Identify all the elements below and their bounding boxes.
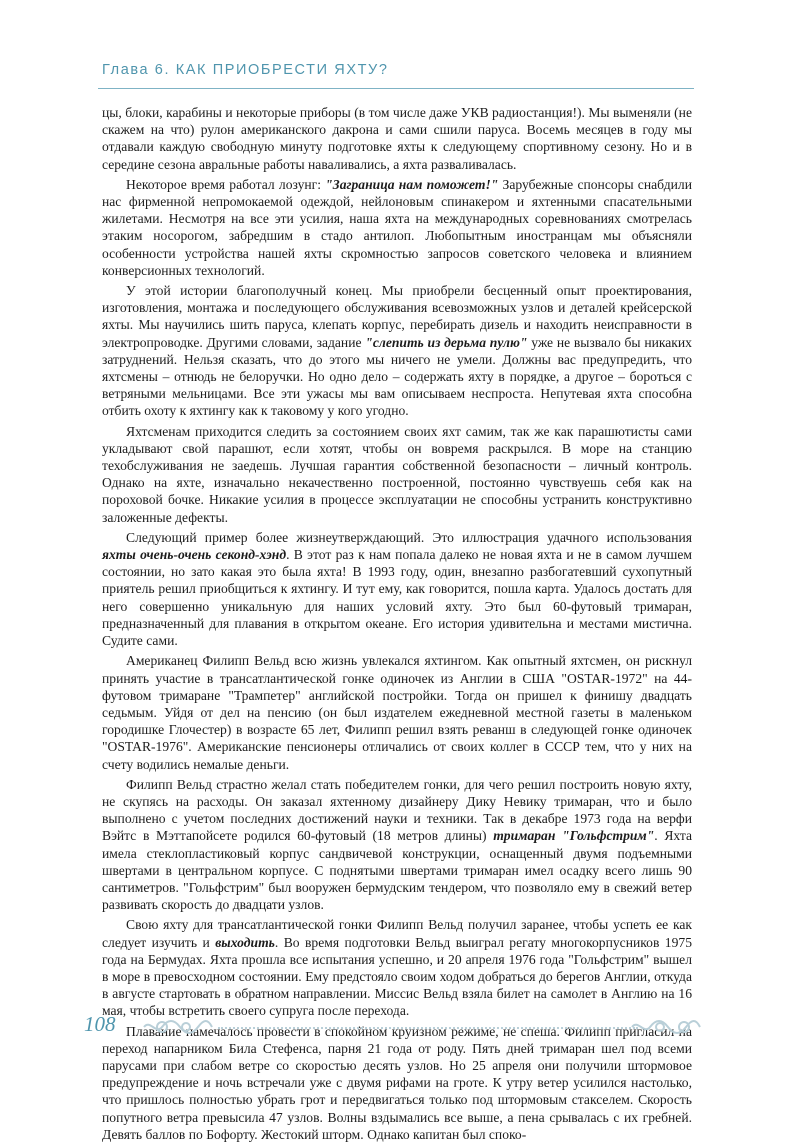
paragraph — [102, 652, 692, 772]
page-footer — [70, 1012, 710, 1042]
header-rule — [98, 88, 694, 89]
paragraph-text: цы, блоки, карабины и некоторые приборы (в том числе даже УКВ радиостанция!). Мы выменяли (не скажем на что) рулон американского дакрона и сами сшили паруса. Восемь месяцев в году мы отдавали каждую свободную минуту подготовке яхты к следующему спортивному сезону. Но и в середине сезона авральные работы наваливались, а яхта разваливалась. — [102, 105, 692, 172]
rope-ornament-right — [630, 1017, 702, 1037]
paragraph-text: Яхтсменам приходится следить за состоянием своих яхт самим, так же как парашютисты сами укладывают свой парашют, если хотят, чтобы он вовремя раскрылся. В море на станцию техобслуживания не заедешь. Лучшая гарантия собственной безопасности – личный контроль. Однако на яхте, изначально некачественно построенной, постоянно чувствуешь себя как на пороховой бочке. Никакие усилия в процессе эксплуатации не способны устранить конструктивно заложенные дефекты. — [102, 423, 692, 525]
paragraph — [102, 529, 692, 649]
paragraph — [102, 916, 692, 1019]
emphasis: яхты очень-очень секонд-хэнд — [102, 547, 287, 563]
paragraph-text: Следующий пример более жизнеутверждающий. Это иллюстрация удачного использования — [126, 529, 692, 545]
paragraph-text: Свою яхту для трансатлантической гонки Филипп Вельд получил заранее, чтобы успеть ее как следует изучить и — [102, 917, 692, 950]
emphasis: выходить — [215, 934, 275, 950]
body-text — [102, 104, 692, 1146]
paragraph-text: Зарубежные спонсоры снабдили нас фирменной непромокаемой одеждой, нейлоновым спинакером и яхтенными спасательными жилетами. Несмотря на все эти усилия, наша яхта на международных соревнованиях смотрелась этаким носорогом, забредшим в стадо антилоп. Любопытным иностранцам мы объясняли особенности устройства нашей яхты скромностью запросов советского человека и влиянием конверсионных технологий. — [102, 176, 692, 278]
paragraph-text: . Во время подготовки Вельд выиграл регату многокорпусников 1975 года на Бермудах. Яхта прошла все испытания успешно, и 20 апреля 1976 года "Гольфстрим" вышел в море в превосходном состоянии. Ему предстояло своим ходом добраться до берегов Англии, откуда в августе стартовать в обратном направлении. Миссис Вельд взяла билет на самолет в Англию на 16 мая, чтобы встретить своего супруга после перехода. — [102, 934, 692, 1019]
rope-ornament-left — [142, 1017, 214, 1037]
paragraph-text: Филипп Вельд страстно желал стать победителем гонки, для чего решил построить новую яхту, не скупясь на расходы. Он заказал яхтенному дизайнеру Дику Невику тримаран, что и было выполнено с учетом последних достижений науки и техники. Так в декабре 1973 года на верфи Вэйтс в Мэттапойсете родился 60-футовый (18 метров длины) — [102, 776, 692, 844]
paragraph-text: У этой истории благополучный конец. Мы приобрели бесценный опыт проектирования, изготовления, монтажа и последующего обслуживания всевозможных узлов и деталей крейсерской яхты. Мы научились шить паруса, клепать корпус, перебирать дизель и находить неисправности в электропроводке. Другими словами, задание — [102, 283, 692, 350]
paragraph — [102, 176, 692, 279]
paragraph — [102, 423, 692, 526]
paragraph — [102, 104, 692, 173]
paragraph — [102, 282, 692, 420]
paragraph-text: . Яхта имела стеклопластиковый корпус сандвичевой конструкции, оснащенный двумя подъемными швертами в центральном корпусе. С поднятыми швертами тримаран имел осадку всего лишь 90 сантиметров. "Гольфстрим" был вооружен бермудским тендером, что позволяло ему в свежий ветер развивать скорость до двадцати узлов. — [102, 828, 692, 913]
paragraph-text: Американец Филипп Вельд всю жизнь увлекался яхтингом. Как опытный яхтсмен, он рискнул принять участие в трансатлантической гонке одиночек из Англии в США "OSTAR-1972" на 44-футовом тримаране "Трампетер" английской постройки. Тогда он пришел к финишу двадцать седьмым. Уйдя от дел на пенсию (он был издателем ежедневной местной газеты в маленьком городишке Глочестер) в возрасте 65 лет, Филипп решил взять реванш в следующей гонке одиночек "OSTAR-1976". Американские пенсионеры отличались от своих коллег в СССР тем, что у них на счету водились немалые деньги. — [102, 653, 692, 772]
paragraph-text: уже не вызвало бы никаких затруднений. Нельзя сказать, что до этого мы ничего не умели. Должны вас предупредить, что яхтсмены – отнюдь не белоручки. Но одно дело – содержать яхту в порядке, а другое – бороться с ветряными мельницами. Все эти ужасы мы вам описываем неспроста. Непутевая яхта способна отбить охоту к яхтингу как к таковому у кого угодно. — [102, 334, 692, 419]
emphasis: тримаран "Гольфстрим" — [493, 828, 655, 844]
paragraph — [102, 776, 692, 914]
paragraph-text: . В этот раз к нам попала далеко не новая яхта и не в самом лучшем состоянии, но зато какая это была яхта! В 1993 году, один, внезапно разбогатевший сухопутный приятель решил приобщиться к яхтингу. И тут ему, как говорится, пошла карта. Удалось достать для него совершенно уникальную для наших условий яхту. Это был 60-футовый тримаран, предназначенный для плавания в открытом океане. Его история удивительна и местами мистична. Судите сами. — [102, 547, 692, 649]
page-number: 108 — [84, 1012, 116, 1036]
emphasis: "слепить из дерьма пулю" — [365, 334, 528, 350]
rope-line — [218, 1027, 638, 1029]
emphasis: "Заграница нам поможет!" — [325, 176, 499, 192]
chapter-header: Глава 6. КАК ПРИОБРЕСТИ ЯХТУ? — [102, 62, 389, 78]
paragraph-text: Некоторое время работал лозунг: — [126, 176, 326, 192]
paragraph-text: Плавание намечалось провести в спокойном круизном режиме, не спеша. Филипп пригласил на переход напарником Била Стефенса, парня 21 года от роду. Пять дней тримаран шел под всеми парусами при слабом ветре со скоростью десять узлов. Но 25 апреля они получили штормовое предупреждение и ночь встречали уже с двумя рифами на гроте. К утру ветер усилился настолько, что пришлось полностью убрать грот и передвигаться только под штормовым стакселем. Скорость попутного ветра превысила 47 узлов. Волны вздымались все выше, а пена срывалась с их гребней. Девять баллов по Бофорту. Жестокий шторм. Однако капитан был споко- — [102, 1023, 692, 1142]
